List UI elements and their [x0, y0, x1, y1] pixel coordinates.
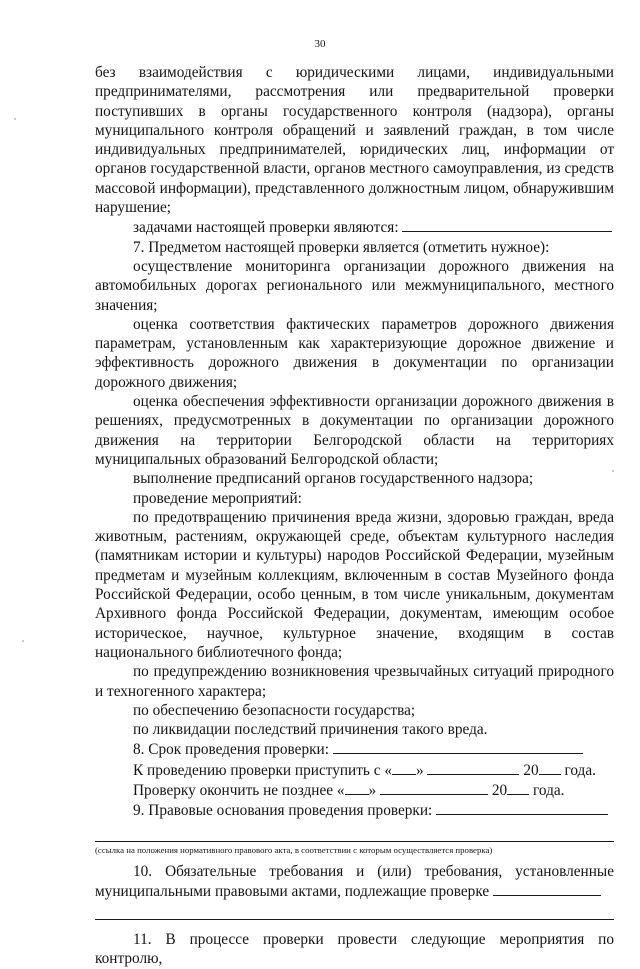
- document-body: [95, 63, 614, 969]
- start-month-blank: [427, 760, 519, 775]
- paragraph-emergency-prevention: по предупреждению возникновения чрезвычайных ситуаций природного и техногенного характера;: [95, 663, 614, 700]
- paragraph-monitoring: осуществление мониторинга организации дорожного движения на автомобильных дорогах регионального или межмуниципального, местного значения;: [95, 257, 614, 314]
- legal-basis-blank: [436, 800, 608, 815]
- paragraph-state-security: по обеспечению безопасности государства;: [133, 701, 416, 719]
- legal-basis-note: (ссылка на положения нормативного правового акта, в соответствии с которым осуществляется проверка): [95, 844, 493, 855]
- paragraph-item-11: 11. В процессе проверки провести следующие мероприятия по контролю,: [95, 931, 614, 968]
- page-number: 30: [314, 38, 326, 50]
- end-year-word: года.: [532, 781, 565, 799]
- paragraph-item-10: [95, 862, 614, 902]
- paragraph-item-8: [95, 739, 614, 759]
- paragraph-item-7: 7. Предметом настоящей проверки является (отметить нужное):: [133, 238, 550, 256]
- end-day-blank: [345, 780, 369, 795]
- paragraph-start-date: [95, 760, 614, 780]
- inspection-tasks-label: задачами настоящей проверки являются:: [133, 219, 399, 237]
- paragraph-measures: проведение мероприятий:: [133, 489, 302, 507]
- start-year-prefix: 20: [523, 761, 539, 779]
- end-month-blank: [380, 780, 488, 795]
- paragraph-traffic-parameters: оценка соответствия фактических параметров дорожного движения параметрам, установленным как характеризующие дорожное движение и эффективность дорожного движения в документации по организации дорожного движения;: [95, 315, 614, 391]
- end-year-blank: [507, 780, 529, 795]
- start-day-blank: [392, 760, 416, 775]
- legal-basis-label: 9. Правовые основания проведения проверки:: [133, 802, 433, 820]
- scan-speck: [612, 470, 614, 472]
- start-year-blank: [539, 760, 561, 775]
- inspection-term-blank: [333, 739, 583, 754]
- start-year-word: года.: [564, 761, 596, 779]
- paragraph-end-date: [95, 780, 614, 800]
- start-date-label: К проведению проверки приступить с «: [133, 761, 392, 779]
- requirements-blank: [493, 881, 601, 896]
- paragraph-violation-context: без взаимодействия с юридическими лицами, индивидуальными предпринимателями, рассмотрения или предварительной проверки поступивших в органы государственного контроля (надзора), органы муниципального контроля обращений и заявлений граждан, в том числе индивидуальных предпринимателей, юридических лиц, информации от органов государственной власти, органов местного самоуправления, из средств массовой информации), представленного должностным лицом, обнаружившим нарушение;: [95, 64, 614, 217]
- paragraph-prescriptions: выполнение предписаний органов государственного надзора;: [133, 470, 534, 488]
- paragraph-item-9: [95, 800, 614, 820]
- requirements-label: 10. Обязательные требования и (или) требования, установленные муниципальными правовыми актами, подлежащие проверке: [95, 862, 614, 900]
- start-quote-close: »: [416, 761, 424, 779]
- end-quote-close: »: [368, 781, 377, 799]
- paragraph-inspection-tasks: [95, 217, 614, 237]
- scan-speck: [14, 118, 16, 120]
- inspection-tasks-blank: [402, 217, 612, 232]
- scan-speck: [22, 640, 24, 642]
- end-year-prefix: 20: [491, 781, 508, 799]
- paragraph-traffic-efficiency: оценка обеспечения эффективности организации дорожного движения в решениях, предусмотренных в документации по организации дорожного движения на территории Белгородской области на территориях муниципальных образований Белгородской области;: [95, 393, 614, 468]
- end-date-label: Проверку окончить не позднее «: [133, 781, 345, 799]
- paragraph-harm-prevention: по предотвращению причинения вреда жизни, здоровью граждан, вреда животным, растениям, окружающей среде, объектам культурного наследия (памятникам истории и культуры) народов Российской Федерации, музейным предметам и музейным коллекциям, включенным в состав Музейного фонда Российской Федерации, особо ценным, в том числе уникальным, документам Архивного фонда Российской Федерации, документам, имеющим особое историческое, научное, культурное значение, входящим в состав национального библиотечного фонда;: [95, 508, 614, 661]
- inspection-term-label: 8. Срок проведения проверки:: [133, 741, 329, 759]
- paragraph-harm-liquidation: по ликвидации последствий причинения такого вреда.: [133, 721, 488, 739]
